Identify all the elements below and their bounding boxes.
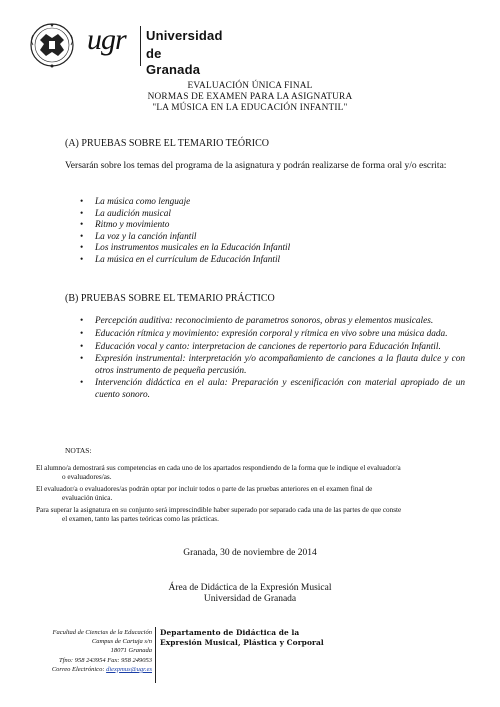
bullet-icon: • bbox=[80, 378, 84, 389]
university-crest-icon bbox=[27, 22, 81, 68]
footer-divider bbox=[155, 627, 156, 683]
list-item: • Intervención didáctica en el aula: Preparación y escenificación con material apropiado de un cuento sonoro. bbox=[80, 378, 465, 400]
department-line2: Expresión Musical, Plástica y Corporal bbox=[160, 638, 324, 647]
bullet-icon: • bbox=[80, 208, 84, 219]
bullet-icon: • bbox=[80, 341, 84, 352]
footer-email-row: Correo Electrónico: diexpmus@ugr.es bbox=[51, 665, 152, 673]
footer-phone: Tfno: 958 243954 Fax: 958 249053 bbox=[59, 656, 152, 664]
ugr-logo-text: ugr bbox=[87, 23, 126, 56]
university-name-line1: Universidad bbox=[146, 28, 223, 43]
note-2: El evaluador/a o evaluadores/as podrán optar por incluir todos o parte de las pruebas anteriores en el examen final de evaluación única. bbox=[36, 485, 373, 503]
list-item: • Educación rítmica y movimiento: expresión corporal y rítmica en vivo sobre una música dada. bbox=[80, 328, 448, 339]
section-a-intro: Versarán sobre los temas del programa de la asignatura y podrán realizarse de forma oral y/o escrita: bbox=[65, 161, 447, 171]
bullet-icon: • bbox=[80, 354, 84, 365]
section-a-list bbox=[65, 197, 465, 267]
list-item: • La voz y la canción infantil bbox=[80, 231, 197, 242]
list-item: • Los instrumentos musicales en la Educación Infantil bbox=[80, 243, 291, 254]
footer-campus: Campus de Cartuja s/n bbox=[91, 638, 152, 646]
section-b-list bbox=[65, 316, 465, 403]
section-a-heading: (A) PRUEBAS SOBRE EL TEMARIO TEÓRICO bbox=[65, 138, 269, 149]
bullet-icon: • bbox=[80, 243, 84, 254]
department-line1: Departamento de Didáctica de la bbox=[160, 628, 300, 637]
list-item: • Percepción auditiva: reconocimiento de parametros sonoros, obras y elementos musicales. bbox=[80, 316, 434, 326]
bullet-icon: • bbox=[80, 316, 84, 326]
footer-address bbox=[18, 628, 152, 674]
note-1: El alumno/a demostrará sus competencias en cada uno de los apartados respondiendo de la forma que le indique el evaluador/a o evaluadores/as. bbox=[36, 464, 401, 482]
title-line1: EVALUACIÓN ÚNICA FINAL bbox=[187, 81, 313, 91]
email-link[interactable]: diexpmus@ugr.es bbox=[106, 665, 152, 673]
list-item: • La audición musical bbox=[80, 208, 171, 219]
bullet-icon: • bbox=[80, 231, 84, 242]
list-item: • Educación vocal y canto: interpretacion de canciones de repertorio para Educación Infantil. bbox=[80, 341, 441, 352]
signature-line1: Área de Didáctica de la Expresión Musical bbox=[168, 583, 332, 593]
bullet-icon: • bbox=[80, 197, 84, 207]
logo-divider bbox=[140, 26, 141, 66]
university-logo bbox=[27, 22, 223, 77]
bullet-icon: • bbox=[80, 254, 84, 265]
footer-postal: 18071 Granada bbox=[110, 647, 152, 655]
title-line3: "LA MÚSICA EN LA EDUCACIÓN INFANTIL" bbox=[152, 103, 348, 113]
university-name-line2: de Granada bbox=[146, 46, 201, 77]
section-b-heading: (B) PRUEBAS SOBRE EL TEMARIO PRÁCTICO bbox=[65, 293, 275, 304]
title-line2: NORMAS DE EXAMEN PARA LA ASIGNATURA bbox=[147, 92, 353, 102]
signature-line2: Universidad de Granada bbox=[203, 594, 297, 604]
list-item: • La música como lenguaje bbox=[80, 197, 191, 207]
footer-faculty: Facultad de Ciencias de la Educación bbox=[52, 629, 152, 636]
date-line: Granada, 30 de noviembre de 2014 bbox=[183, 548, 317, 558]
list-item: • Ritmo y movimiento bbox=[80, 220, 170, 231]
note-3: Para superar la asignatura en su conjunto será imprescindible haber superado por separado cada una de las partes de que conste el examen, tanto las partes teóricas como las prácticas. bbox=[36, 506, 402, 524]
list-item: • Expresión instrumental: interpretación y/o acompañamiento de canciones a la flauta dulce y con otros instrumento de pequeña percusión. bbox=[80, 354, 465, 376]
bullet-icon: • bbox=[80, 220, 84, 231]
list-item: • La música en el currículum de Educación Infantil bbox=[80, 254, 281, 265]
bullet-icon: • bbox=[80, 328, 84, 339]
notes-heading: NOTAS: bbox=[65, 446, 92, 455]
department-name bbox=[160, 628, 324, 648]
